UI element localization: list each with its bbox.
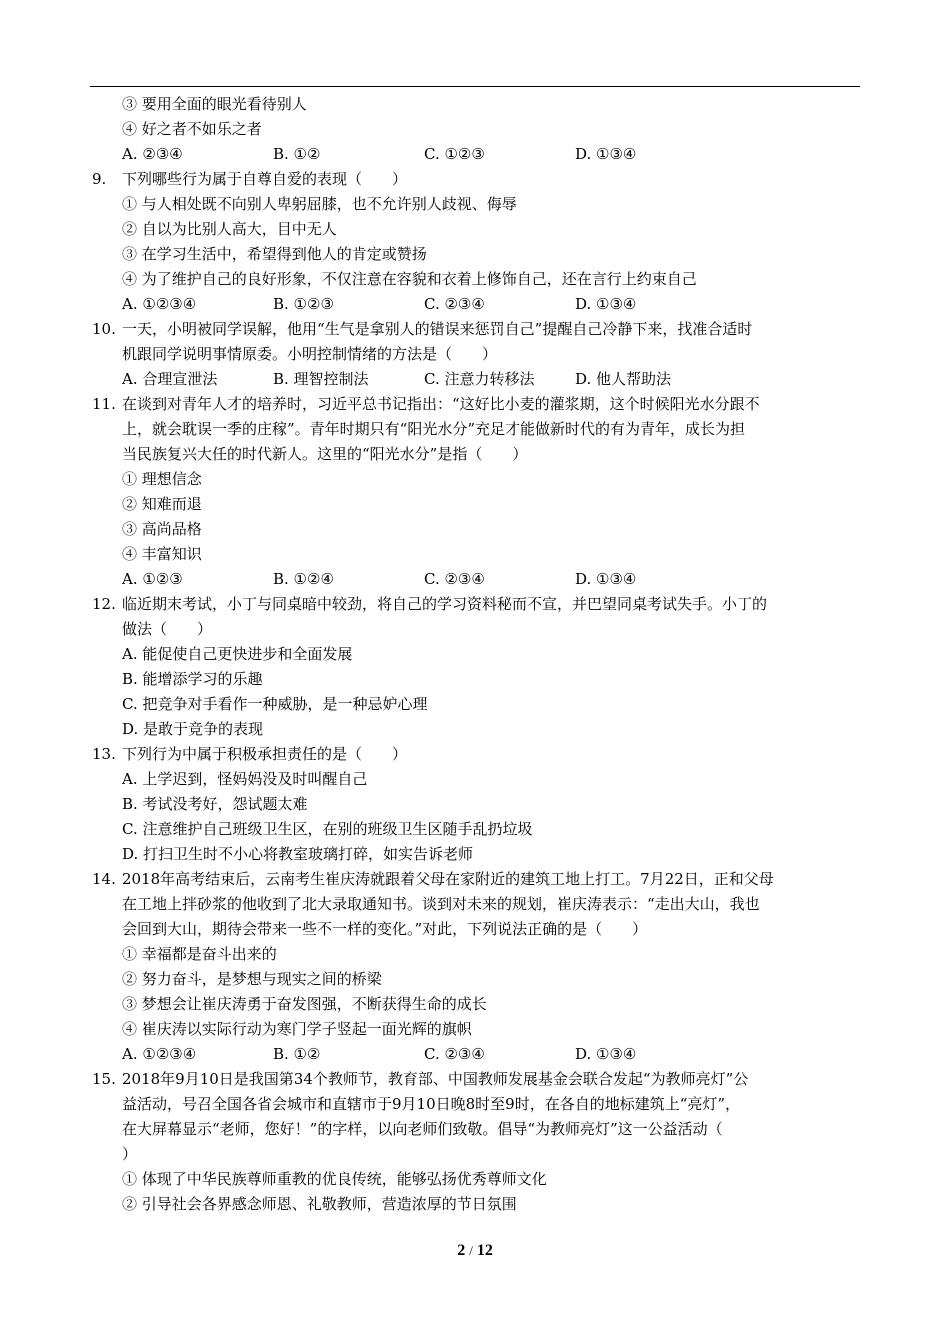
question-stem: 下列哪些行为属于自尊自爱的表现（ ） [122, 170, 408, 188]
page-content [92, 92, 862, 1217]
choice-d: D. 他人帮助法 [575, 370, 672, 388]
item-line: ① 与人相处既不向别人卑躬屈膝，也不允许别人歧视、侮辱 [122, 195, 517, 213]
question-stem-line: 做法（ ） [122, 620, 213, 638]
question-stem-line: 益活动，号召全国各省会城市和直辖市于9月10日晚8时至9时，在各自的地标建筑上“亮灯”， [122, 1095, 741, 1113]
answer-choices [92, 367, 862, 392]
item-line: ③ 要用全面的眼光看待别人 [122, 95, 307, 113]
question-13 [92, 742, 862, 767]
current-page: 2 [457, 1242, 466, 1259]
item-line: ③ 高尚品格 [122, 520, 202, 538]
question-10 [92, 317, 862, 367]
item-line: ④ 好之者不如乐之者 [122, 120, 262, 138]
choice-d: D. ①③④ [575, 570, 637, 588]
choice-c: C. ②③④ [424, 570, 485, 588]
item-line: ② 自以为比别人高大，目中无人 [122, 220, 337, 238]
question-number: 12. [92, 595, 116, 613]
question-stem-line: 上，就会耽误一季的庄稼”。青年时期只有“阳光水分”充足才能做新时代的有为青年，成长为担 [122, 420, 746, 438]
page-separator: / [469, 1243, 473, 1258]
option-line: A. 能促使自己更快进步和全面发展 [122, 645, 353, 663]
answer-choices [92, 142, 862, 167]
choice-c: C. ①②③ [424, 145, 485, 163]
choice-d: D. ①③④ [575, 1045, 637, 1063]
question-stem-line: 2018年高考结束后，云南考生崔庆涛就跟着父母在家附近的建筑工地上打工。7月22日，正和父母 [122, 870, 774, 888]
choice-b: B. 理智控制法 [273, 370, 369, 388]
header-rule [90, 86, 860, 87]
choice-d: D. ①③④ [575, 145, 637, 163]
item-line: ③ 在学习生活中，希望得到他人的肯定或赞扬 [122, 245, 427, 263]
answer-choices [92, 567, 862, 592]
item-line: ④ 丰富知识 [122, 545, 202, 563]
total-pages: 12 [476, 1242, 493, 1259]
item-line: ① 理想信念 [122, 470, 202, 488]
question-number: 15. [92, 1070, 116, 1088]
page-number [0, 1242, 950, 1260]
choice-b: B. ①②③ [273, 295, 334, 313]
question-stem-line: ） [122, 1145, 138, 1163]
choice-a: A. ①②③ [122, 570, 183, 588]
question-15 [92, 1067, 862, 1167]
question-stem-line: 一天，小明被同学误解，他用“生气是拿别人的错误来惩罚自己”提醒自己冷静下来，找准合适时 [122, 320, 753, 338]
choice-b: B. ①②④ [273, 570, 334, 588]
question-9 [92, 167, 862, 192]
option-line: A. 上学迟到，怪妈妈没及时叫醒自己 [122, 770, 368, 788]
question-number: 13. [92, 745, 116, 763]
option-line: C. 把竞争对手看作一种威胁，是一种忌妒心理 [122, 695, 428, 713]
choice-b: B. ①② [273, 145, 321, 163]
choice-a: A. ②③④ [122, 145, 183, 163]
option-line: D. 是敢于竞争的表现 [122, 720, 264, 738]
option-line: B. 考试没考好，怨试题太难 [122, 795, 308, 813]
question-number: 11. [92, 395, 116, 413]
question-stem-line: 在谈到对青年人才的培养时，习近平总书记指出：“这好比小麦的灌浆期，这个时候阳光水分跟不 [122, 395, 760, 413]
question-number: 9. [92, 170, 107, 188]
question-stem-line: 临近期末考试，小丁与同桌暗中较劲，将自己的学习资料秘而不宣，并巴望同桌考试失手。小丁的 [122, 595, 768, 613]
question-stem-line: 在工地上拌砂浆的他收到了北大录取通知书。谈到对未来的规划，崔庆涛表示：“走出大山，我也 [122, 895, 760, 913]
item-line: ② 努力奋斗，是梦想与现实之间的桥梁 [122, 970, 382, 988]
question-12 [92, 592, 862, 642]
question-number: 10. [92, 320, 116, 338]
choice-c: C. 注意力转移法 [424, 370, 535, 388]
choice-a: A. ①②③④ [122, 295, 197, 313]
item-line: ④ 为了维护自己的良好形象，不仅注意在容貌和衣着上修饰自己，还在言行上约束自己 [122, 270, 697, 288]
item-line: ① 体现了中华民族尊师重教的优良传统，能够弘扬优秀尊师文化 [122, 1170, 547, 1188]
question-number: 14. [92, 870, 116, 888]
answer-choices [92, 292, 862, 317]
question-stem: 下列行为中属于积极承担责任的是（ ） [122, 745, 408, 763]
choice-c: C. ②③④ [424, 295, 485, 313]
choice-d: D. ①③④ [575, 295, 637, 313]
option-line: C. 注意维护自己班级卫生区，在别的班级卫生区随手乱扔垃圾 [122, 820, 533, 838]
choice-a: A. ①②③④ [122, 1045, 197, 1063]
choice-a: A. 合理宣泄法 [122, 370, 218, 388]
question-stem-line: 当民族复兴大任的时代新人。这里的“阳光水分”是指（ ） [122, 445, 528, 463]
choice-c: C. ②③④ [424, 1045, 485, 1063]
option-line: D. 打扫卫生时不小心将教室玻璃打碎，如实告诉老师 [122, 845, 474, 863]
item-line: ② 知难而退 [122, 495, 202, 513]
option-line: B. 能增添学习的乐趣 [122, 670, 263, 688]
item-line: ③ 梦想会让崔庆涛勇于奋发图强，不断获得生命的成长 [122, 995, 487, 1013]
answer-choices [92, 1042, 862, 1067]
item-line: ④ 崔庆涛以实际行动为寒门学子竖起一面光辉的旗帜 [122, 1020, 472, 1038]
question-14 [92, 867, 862, 942]
question-11 [92, 392, 862, 467]
question-stem-line: 机跟同学说明事情原委。小明控制情绪的方法是（ ） [122, 345, 498, 363]
question-stem-line: 在大屏幕显示“老师，您好！”的字样，以向老师们致敬。倡导“为教师亮灯”这一公益活动（ [122, 1120, 723, 1138]
item-line: ② 引导社会各界感念师恩、礼敬教师，营造浓厚的节日氛围 [122, 1195, 517, 1213]
question-stem-line: 会回到大山，期待会带来一些不一样的变化。”对此，下列说法正确的是（ ） [122, 920, 648, 938]
choice-b: B. ①② [273, 1045, 321, 1063]
question-stem-line: 2018年9月10日是我国第34个教师节，教育部、中国教师发展基金会联合发起“为教师亮灯”公 [122, 1070, 749, 1088]
item-line: ① 幸福都是奋斗出来的 [122, 945, 277, 963]
